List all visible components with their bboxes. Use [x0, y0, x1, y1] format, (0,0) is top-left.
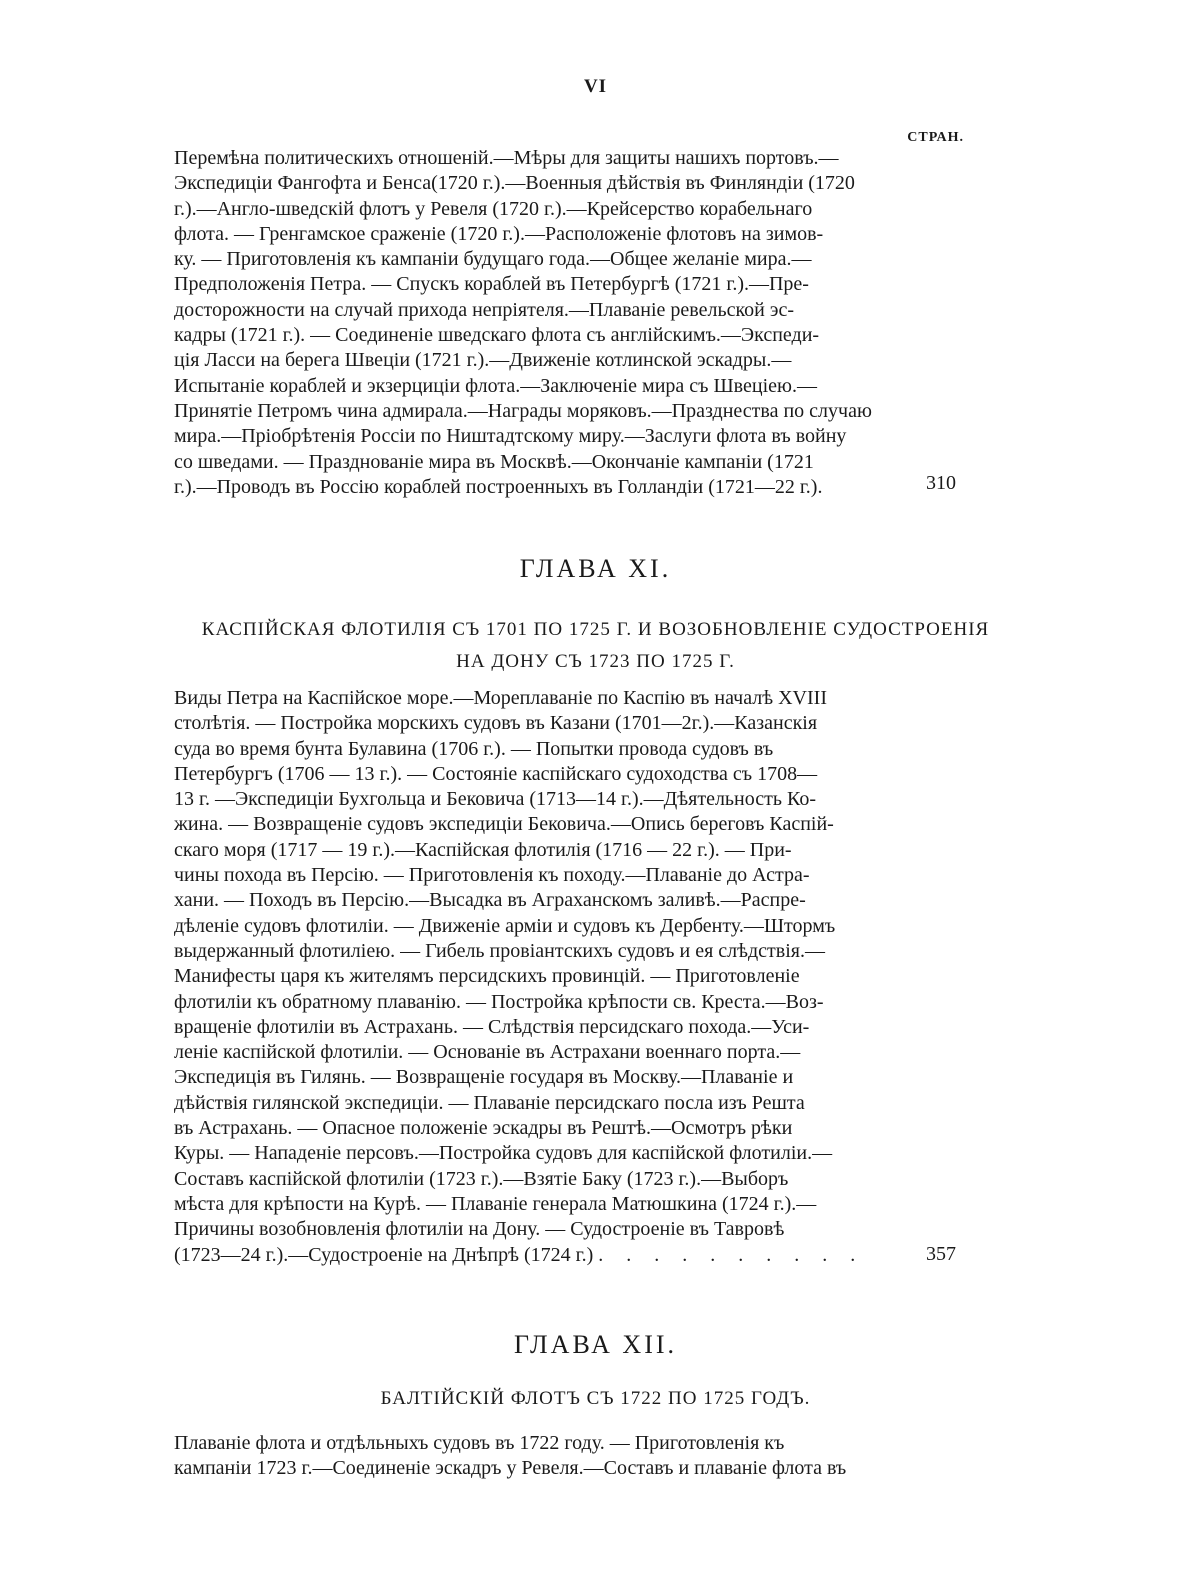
summary-line: флота. — Гренгамское сраженіе (1720 г.).—Расположеніе флотовъ на зимов- — [174, 222, 824, 245]
summary-line: хани. — Походъ въ Персію.—Высадка въ Аграханскомъ заливѣ.—Распре- — [174, 889, 806, 912]
summary-line: дѣленіе судовъ флотиліи. — Движеніе арміи и судовъ къ Дербенту.—Штормъ — [174, 914, 836, 937]
page-column-label: СТРАН. — [907, 130, 964, 145]
page-reference: 310 — [926, 472, 956, 494]
summary-line: со шведами. — Празднованіе мира въ Москвѣ.—Окончаніе кампаніи (1721 — [174, 450, 814, 473]
summary-line: 13 г. —Экспедиціи Бухгольца и Бековича (1713—14 г.).—Дѣятельность Ко- — [174, 788, 816, 811]
summary-line: скаго моря (1717 — 19 г.).—Каспійская флотилія (1716 — 22 г.). — При- — [174, 838, 792, 861]
page-number: VI — [583, 76, 608, 97]
summary-line: выдержанный флотиліею. — Гибель провіантскихъ судовъ и ея слѣдствія.— — [174, 939, 825, 962]
summary-line: мира.—Пріобрѣтенія Россіи по Ништадтскому миру.—Заслуги флота въ войну — [174, 425, 847, 448]
summary-line: Перемѣна политическихъ отношеній.—Мѣры для защиты нашихъ портовъ.— — [174, 147, 839, 169]
summary-line: кампаніи 1723 г.—Соединеніе эскадръ у Ревеля.—Составъ и плаваніе флота въ — [174, 1457, 847, 1480]
summary-line-text: (1723—24 г.).—Судостроеніе на Днѣпрѣ (1724 г.) — [174, 1243, 594, 1266]
page-reference: 357 — [926, 1243, 956, 1265]
summary-line: ція Ласси на берега Швеціи (1721 г.).—Движеніе котлинской эскадры.— — [174, 349, 792, 372]
summary-line: Испытаніе кораблей и экзерциціи флота.—Заключеніе мира съ Швеціею.— — [174, 374, 817, 397]
summary-line: жина. — Возвращеніе судовъ экспедиціи Бековича.—Опись береговъ Каспій- — [174, 813, 834, 836]
summary-line: Составъ каспійской флотиліи (1723 г.).—Взятіе Баку (1723 г.).—Выборъ — [174, 1167, 789, 1190]
chapter-subtitle-line: НА ДОНУ СЪ 1723 ПО 1725 Г. — [456, 651, 735, 672]
summary-line: дѣйствія гилянской экспедиціи. — Плаваніе персидскаго посла изъ Решта — [174, 1091, 805, 1114]
chapter-title: ГЛАВА XII. — [513, 1330, 678, 1359]
summary-line: суда во время бунта Булавина (1706 г.). — Попытки провода судовъ въ — [174, 737, 774, 760]
summary-line: Принятіе Петромъ чина адмирала.—Награды моряковъ.—Празднества по случаю — [174, 399, 872, 422]
summary-line: въ Астрахань. — Опасное положеніе эскадры въ Рештѣ.—Осмотръ рѣки — [174, 1117, 793, 1140]
toc-entry-chapter-11-summary — [174, 686, 902, 1268]
summary-line: Причины возобновленія флотиліи на Дону. — Судостроеніе въ Тавровѣ — [174, 1218, 785, 1241]
chapter-subtitle — [0, 614, 1191, 678]
summary-line: Предположенія Петра. — Спускъ кораблей въ Петербургѣ (1721 г.).—Пре- — [174, 273, 809, 296]
summary-line: Манифесты царя къ жителямъ персидскихъ провинцій. — Приготовленіе — [174, 965, 800, 988]
summary-line: кадры (1721 г.). — Соединеніе шведскаго флота съ англійскимъ.—Экспеди- — [174, 324, 820, 347]
summary-line: г.).—Проводъ въ Россію кораблей построенныхъ въ Голландіи (1721—22 г.). — [174, 475, 823, 498]
summary-line: вращеніе флотиліи въ Астрахань. — Слѣдствія персидскаго похода.—Уси- — [174, 1015, 810, 1038]
toc-entry-chapter-10-summary — [174, 146, 902, 500]
summary-line — [174, 1243, 902, 1268]
summary-line: Экспедиція въ Гилянь. — Возвращеніе государя въ Москву.—Плаваніе и — [174, 1066, 794, 1089]
summary-line: г.).—Англо-шведскій флотъ у Ревеля (1720 г.).—Крейсерство корабельнаго — [174, 197, 813, 220]
summary-line: досторожности на случай прихода непріятеля.—Плаваніе ревельской эс- — [174, 298, 794, 321]
dot-leader: . . . . . . . . . . — [598, 1243, 865, 1266]
summary-line: Виды Петра на Каспійское море.—Мореплаваніе по Каспію въ началѣ XVIII — [174, 687, 827, 709]
summary-line: ку. — Приготовленія къ кампаніи будущаго года.—Общее желаніе мира.— — [174, 248, 812, 271]
chapter-subtitle-line: КАСПІЙСКАЯ ФЛОТИЛІЯ СЪ 1701 ПО 1725 Г. И ВОЗОБНОВЛЕНІЕ СУДОСТРОЕНІЯ — [201, 619, 990, 640]
summary-line: столѣтія. — Постройка морскихъ судовъ въ Казани (1701—2г.).—Казанскія — [174, 712, 818, 735]
summary-line: чины похода въ Персію. — Приготовленія къ походу.—Плаваніе до Астра- — [174, 864, 810, 887]
summary-line: флотиліи къ обратному плаванію. — Постройка крѣпости св. Креста.—Воз- — [174, 990, 824, 1013]
summary-line: Куры. — Нападеніе персовъ.—Постройка судовъ для каспійской флотиліи.— — [174, 1142, 833, 1165]
summary-line: леніе каспійской флотиліи. — Основаніе въ Астрахани военнаго порта.— — [174, 1041, 801, 1064]
toc-entry-chapter-12-summary — [174, 1431, 902, 1482]
summary-line: Экспедиціи Фангофта и Бенса(1720 г.).—Военныя дѣйствія въ Финляндіи (1720 — [174, 172, 855, 195]
summary-line: мѣста для крѣпости на Курѣ. — Плаваніе генерала Матюшкина (1724 г.).— — [174, 1192, 817, 1215]
summary-line: Петербургъ (1706 — 13 г.). — Состояніе каспійскаго судоходства съ 1708— — [174, 762, 818, 785]
chapter-title: ГЛАВА XI. — [519, 554, 672, 583]
chapter-subtitle-line: БАЛТІЙСКІЙ ФЛОТЪ СЪ 1722 ПО 1725 ГОДЪ. — [380, 1388, 811, 1409]
summary-line: Плаваніе флота и отдѣльныхъ судовъ въ 1722 году. — Приготовленія къ — [174, 1432, 785, 1454]
chapter-subtitle — [0, 1383, 1191, 1415]
